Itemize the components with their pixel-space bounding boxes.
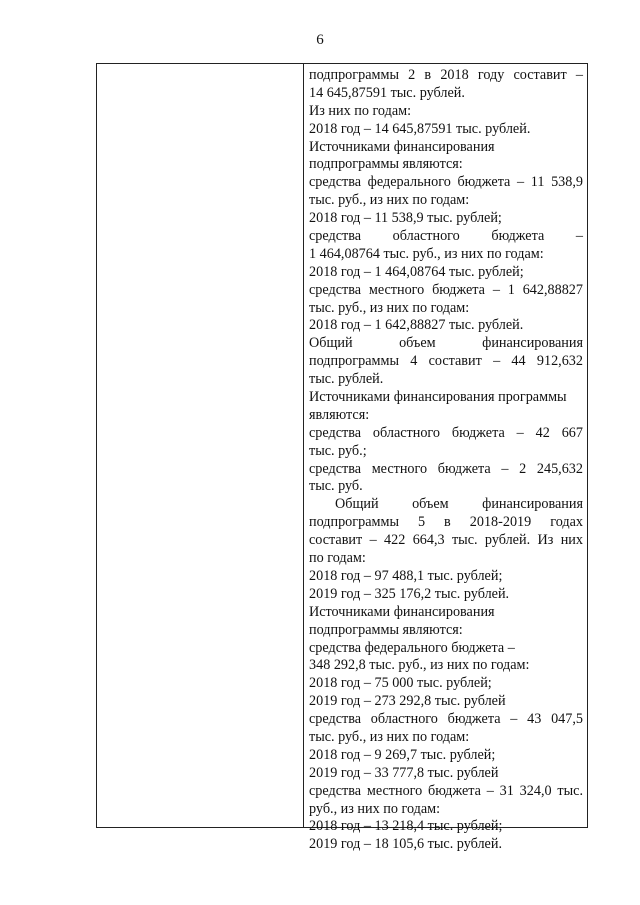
text-line: 348 292,8 тыс. руб., из них по годам: (309, 657, 530, 674)
page-number: 6 (316, 32, 324, 48)
table-right-column (304, 64, 587, 853)
text-line: Источниками финансирования (309, 138, 495, 155)
text-line: 2018 год – 75 000 тыс. рублей; (309, 675, 492, 692)
text-line: 2019 год – 33 777,8 тыс. рублей (309, 764, 499, 781)
text-line: тыс. руб., из них по годам: (309, 299, 470, 316)
text-line: 14 645,87591 тыс. рублей. (309, 84, 465, 101)
text-line: 2018 год – 1 642,88827 тыс. рублей. (309, 317, 524, 334)
text-line: 2019 год – 325 176,2 тыс. рублей. (309, 585, 510, 602)
text-line: средства федерального бюджета – 11 538,9 (309, 174, 583, 191)
text-line: средства местного бюджета – 2 245,632 (309, 460, 583, 477)
text-line: подпрограммы 2 в 2018 году составит – (309, 67, 583, 83)
text-line: Общий объем финансирования (309, 335, 583, 352)
text-line: средства местного бюджета – 1 642,88827 (309, 281, 583, 298)
text-line: средства областного бюджета – (309, 228, 583, 245)
text-line: подпрограммы 5 в 2018-2019 годах (309, 514, 583, 531)
text-line: 2018 год – 11 538,9 тыс. рублей; (309, 210, 502, 227)
text-line: Из них по годам: (309, 102, 412, 119)
text-line: 2018 год – 97 488,1 тыс. рублей; (309, 567, 503, 584)
financing-table (96, 63, 588, 853)
text-line: 2018 год – 9 269,7 тыс. рублей; (309, 746, 496, 763)
text-line: тыс. рублей. (309, 371, 384, 388)
text-line: подпрограммы 4 составит – 44 912,632 (309, 353, 583, 370)
text-line: руб., из них по годам: (309, 800, 441, 817)
text-line: 2018 год – 13 218,4 тыс. рублей; (309, 818, 503, 835)
text-line: Источниками финансирования программы (309, 389, 567, 406)
text-line: подпрограммы являются: (309, 621, 463, 638)
text-line: 1 464,08764 тыс. руб., из них по годам: (309, 245, 544, 262)
text-line: 2019 год – 18 105,6 тыс. рублей. (309, 836, 502, 853)
text-line: 2019 год – 273 292,8 тыс. рублей (309, 693, 506, 710)
text-line: Общий объем финансирования (335, 496, 583, 513)
text-line: 2018 год – 1 464,08764 тыс. рублей; (309, 263, 524, 280)
text-line: тыс. руб.; (309, 442, 367, 459)
text-line: средства областного бюджета – 42 667 (309, 424, 583, 441)
table-left-column (97, 64, 304, 827)
text-line: тыс. руб., из них по годам: (309, 728, 470, 745)
text-line: подпрограммы являются: (309, 156, 463, 173)
text-line: составит – 422 664,3 тыс. рублей. Из них (309, 532, 583, 549)
text-line: Источниками финансирования (309, 603, 495, 620)
text-line: средства областного бюджета – 43 047,5 (309, 711, 583, 728)
text-line: тыс. руб. (309, 478, 363, 495)
text-line: средства федерального бюджета – (309, 639, 515, 656)
text-line: тыс. руб., из них по годам: (309, 192, 470, 209)
text-line: являются: (309, 406, 370, 423)
text-line: по годам: (309, 550, 366, 567)
text-line: средства местного бюджета – 31 324,0 тыс. (309, 782, 583, 799)
text-line: 2018 год – 14 645,87591 тыс. рублей. (309, 120, 531, 137)
